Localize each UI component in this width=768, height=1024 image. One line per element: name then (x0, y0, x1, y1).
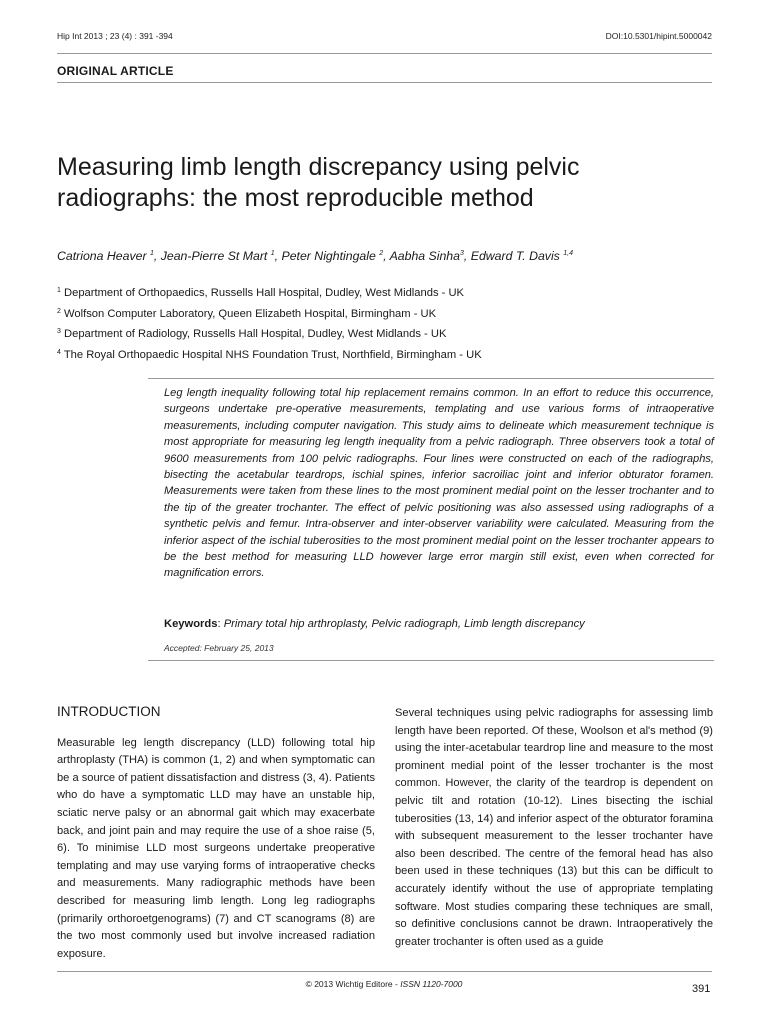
affiliation: $^4$ The Royal Orthopaedic Hospital NHS Foundation Trust, Northfield, Birmingham - UK (57, 349, 482, 362)
affiliation-list (57, 282, 717, 365)
author-1: Catriona Heaver $^1$ (57, 249, 154, 263)
author-4: Aabha Sinha$^3$ (389, 249, 464, 263)
page-number: 391 (692, 983, 711, 995)
section-rule (57, 82, 712, 83)
abstract-text: Leg length inequality following total hip replacement remains common. In an effort to reduce this occurrence, surgeons undertake pre-operative measurements, templating and use various forms of intraoperative measurements, including computer navigation. This study aims to delineate which measurement technique is most appropriate for measuring leg length inequality from a pelvic radiograph. Three observers took a total of 9600 measurements from 100 pelvic radiographs. Four lines were constructed on each of the radiographs, bisecting the acetabular teardrops, ischial spines, inferior sacroiliac joint and inferior obturator foramen. Measurements were taken from these lines to the most prominent medial point on the lesser trochanter and to the tip of the greater trochanter. The effect of pelvic positioning was also assessed using radiographs of a synthetic pelvis and femur. Intra-observer and inter-observer variability were calculated. Measuring from the inferior aspect of the ischial tuberosities to the most prominent medial point on the lesser trochanter appears to be the best method for measuring LLD however large error margin still exist, even when corrected for magnification errors. (164, 387, 714, 580)
header-rule (57, 53, 712, 54)
accepted-date: Accepted: February 25, 2013 (164, 643, 274, 653)
issn: ISSN 1120-7000 (400, 979, 463, 989)
author-3: Peter Nightingale $^2$ (281, 249, 384, 263)
keywords: Keywords: Primary total hip arthroplasty, Pelvic radiograph, Limb length discrepancy (164, 618, 585, 630)
copyright: © 2013 Wichtig Editore - (305, 979, 401, 989)
introduction-heading: INTRODUCTION (57, 704, 161, 719)
right-column (395, 705, 713, 951)
article-title: Measuring limb length discrepancy using pelvic radiographs: the most reproducible method (57, 153, 580, 212)
doi[interactable]: DOI:10.5301/hipint.5000042 (605, 31, 712, 41)
keywords-value: Primary total hip arthroplasty, Pelvic radiograph, Limb length discrepancy (223, 618, 585, 630)
affiliation: $^3$ Department of Radiology, Russells Hall Hospital, Dudley, West Midlands - UK (57, 328, 447, 341)
section-label: ORIGINAL ARTICLE (57, 64, 174, 78)
keywords-label: Keywords (164, 618, 218, 630)
footer-rule (57, 971, 712, 972)
affiliation: $^2$ Wolfson Computer Laboratory, Queen Elizabeth Hospital, Birmingham - UK (57, 307, 437, 320)
author-5: Edward T. Davis $^{1,4}$ (470, 249, 573, 263)
left-column (57, 703, 375, 963)
journal-reference: Hip Int 2013 ; 23 (4) : 391 -394 (57, 31, 173, 41)
author-list: Catriona Heaver $^1$, Jean-Pierre St Mart $^1$, Peter Nightingale $^2$, Aabha Sinha$^3$, Edward T. Davis $^{1,4}$ (57, 249, 573, 263)
affiliation: $^1$ Department of Orthopaedics, Russells Hall Hospital, Dudley, West Midlands - UK (57, 287, 465, 299)
author-2: Jean-Pierre St Mart $^1$ (160, 249, 275, 263)
introduction-paragraph-right: Several techniques using pelvic radiographs for assessing limb length have been reported. Of these, Woolson et al's method (9) using the inter-acetabular teardrop line and measure to the most prominent medial point of the lesser trochanter is the most common. However, the clarity of the teardrop is dependent on pelvic tilt and rotation (10-12). Lines bisecting the ischial tuberosities (13, 14) and inferior aspect of the obturator foramina with subsequent measurement to the lesser trochanter have also been described. The centre of the femoral head has also been used in these techniques (13) but this can be difficult to accurately identify without the use of appropriate templating software. Most studies comparing these techniques are small, so definitive conclusions cannot be drawn. Intraoperatively the greater trochanter is often used as a guide (395, 707, 713, 948)
footer (0, 979, 768, 989)
introduction-paragraph-left: Measurable leg length discrepancy (LLD) following total hip arthroplasty (THA) is common (1, 2) and when symptomatic can be a source of patient dissatisfaction and distress (3, 4). Patients who do have a symptomatic LLD may have an unstable hip, sciatic nerve palsy or an abnormal gait which may exacerbate back, and joint pain and may require the use of a shoe raise (5, 6). To minimise LLD most surgeons undertake preoperative templating and may use varying forms of intraoperative checks and measurements. Many radiographic methods have been described for measuring limb length. Long leg radiographs (primarily orthoroetgenograms) (7) and CT scanograms (8) are the two most commonly used but involve increased radiation exposure. (57, 736, 375, 960)
